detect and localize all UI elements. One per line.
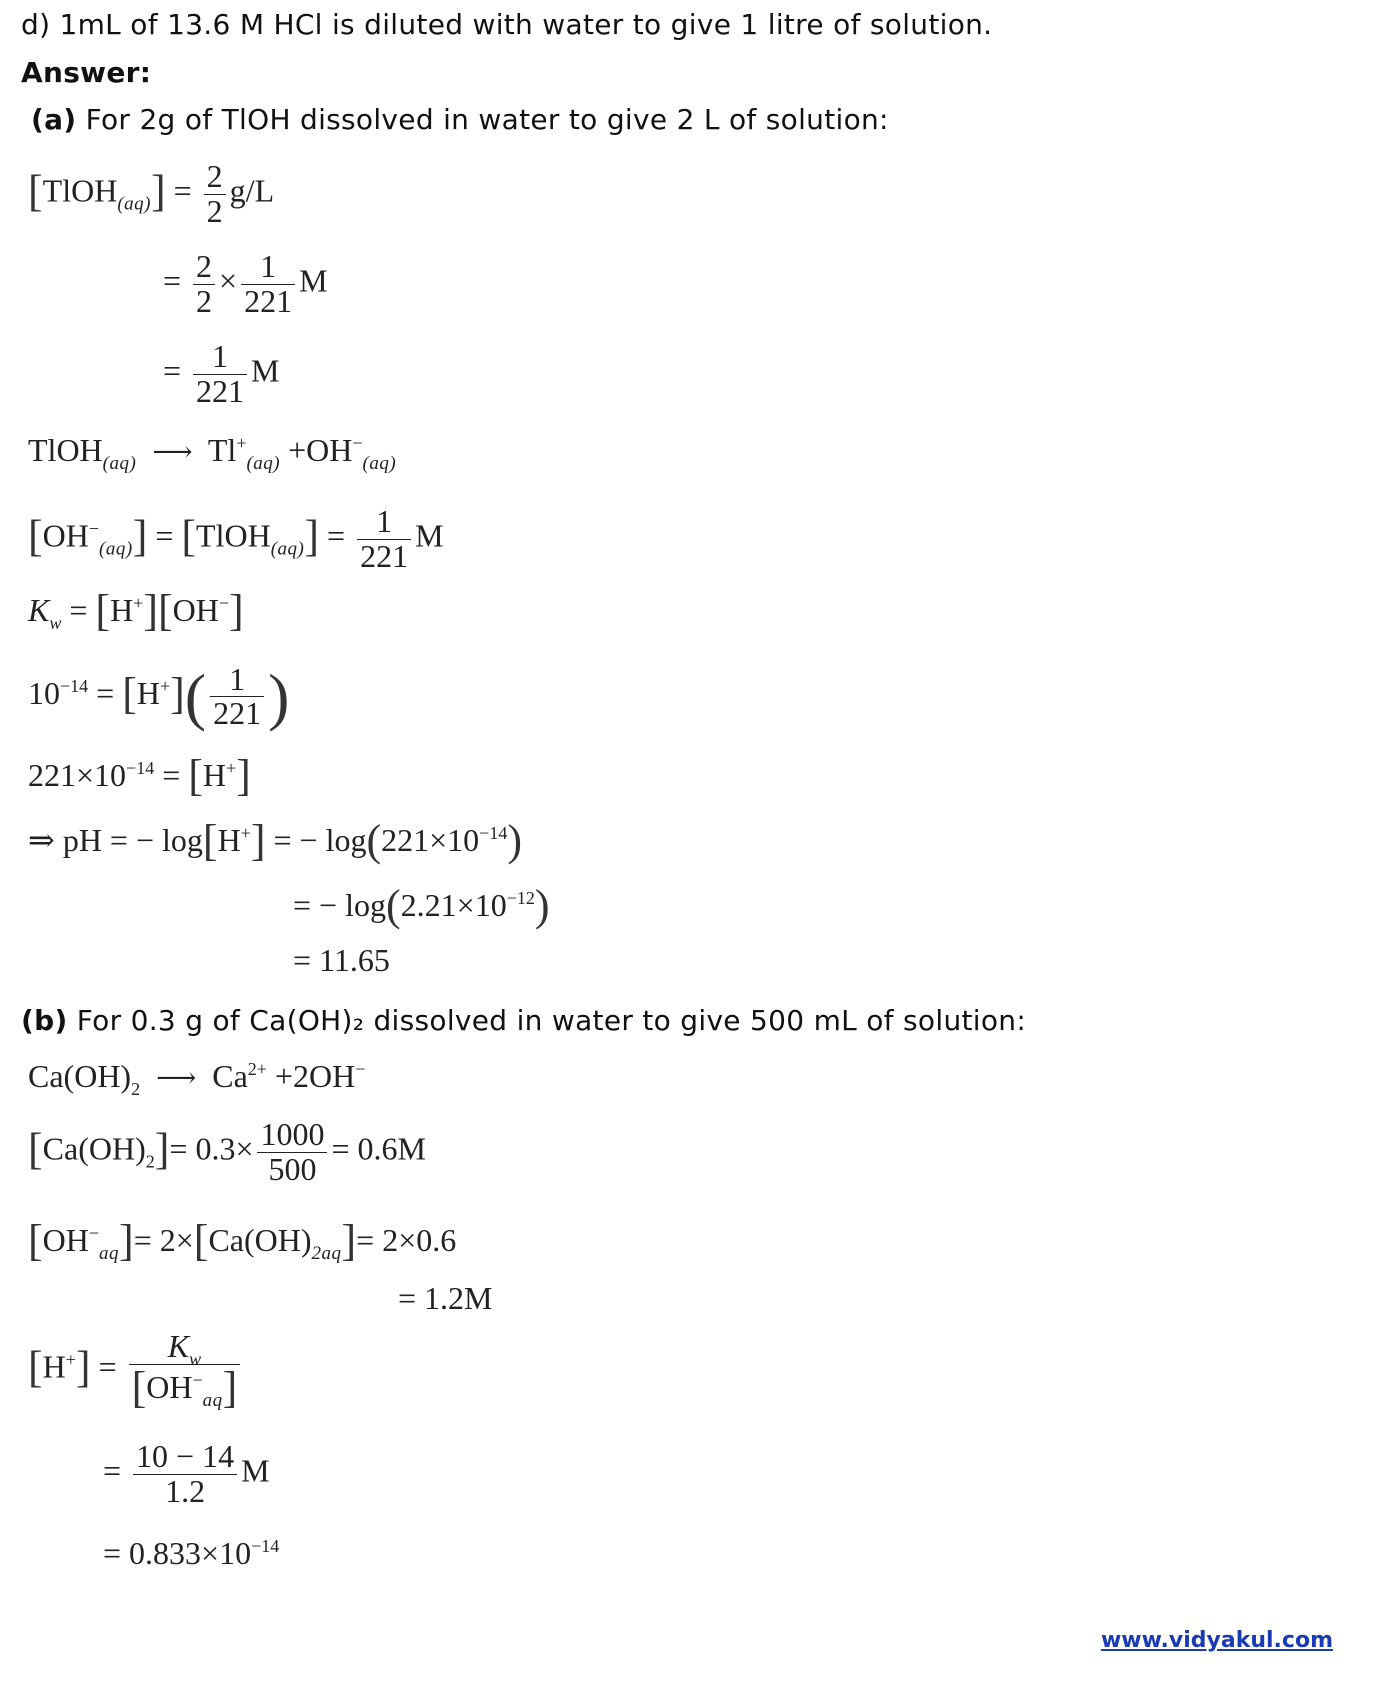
eq-molarity-result: = $\frac{1}{221}$ M [163,338,280,409]
eq-kw-substitution: $10^{-14} = [H^+]$( $\frac{1}{221}$ ) [28,660,290,732]
eq-tloh-concentration: [TlOH$_{(aq)}$] = $\frac{2}{2}$ g/L [28,158,275,229]
eq-h-ion-step: = $\frac{10 - 14}{1.2}$ M [103,1438,270,1509]
eq-hydroxide-concentration: $[OH^-_{(aq)}]$ = [TlOH$_{(aq)}$] = $\frac{1}{221}$ M [28,503,444,574]
reaction-arrow-icon: ⟶ [156,1063,197,1094]
eq-dissociation-caoh2: $Ca(OH)_2$ ⟶ $Ca^{2+} +2OH^-$ [28,1058,366,1099]
website-link[interactable]: www.vidyakul.com [1100,1628,1333,1653]
part-a-heading: (a) For 2g of TlOH dissolved in water to give 2 L of solution: [31,103,889,136]
eq-h-ion-value: $221\times 10^{-14} = [H^+]$ [28,751,251,800]
eq-molarity-step: = $\frac{2}{2}$ × $\frac{1}{221}$ M [163,248,328,319]
eq-kw-definition: $K_w = [H^+][OH^-]$ [28,586,244,635]
eq-h-ion-formula: [H+] = $\frac{K_w}{[OH^-_{aq}]}$ [28,1330,244,1411]
part-b-heading: (b) For 0.3 g of Ca(OH)₂ dissolved in water to give 500 mL of solution: [21,1004,1027,1037]
eq-hydroxide-result: = 1.2M [398,1280,493,1316]
eq-dissociation-tloh: TlOH$_{(aq)}$ ⟶ $Tl^+_{(aq)} +OH^-_{(aq)}$ [28,432,397,474]
reaction-arrow-icon: ⟶ [152,437,193,468]
eq-hydroxide-b: $[OH^-_{aq}]= 2\times[Ca(OH)_{2aq}]= 2\times 0.6$ [28,1216,457,1265]
eq-ph-calculation-2: = − $\log(2.21\times 10^{-12})$ [293,881,550,930]
question-d: d) 1mL of 13.6 M HCl is diluted with water to give 1 litre of solution. [21,8,993,41]
eq-caoh2-concentration: $[Ca(OH)_2]= 0.3\times$ $\frac{1000}{500}$ = 0.6M [28,1116,426,1187]
eq-ph-calculation-1: ⇒ pH = − log[H+] = − $\log(221\times 10^{-14})$ [28,816,522,865]
eq-h-ion-result: = $0.833\times 10^{-14}$ [103,1535,280,1571]
eq-ph-result: = 11.65 [293,942,390,978]
answer-label: Answer: [21,56,152,89]
